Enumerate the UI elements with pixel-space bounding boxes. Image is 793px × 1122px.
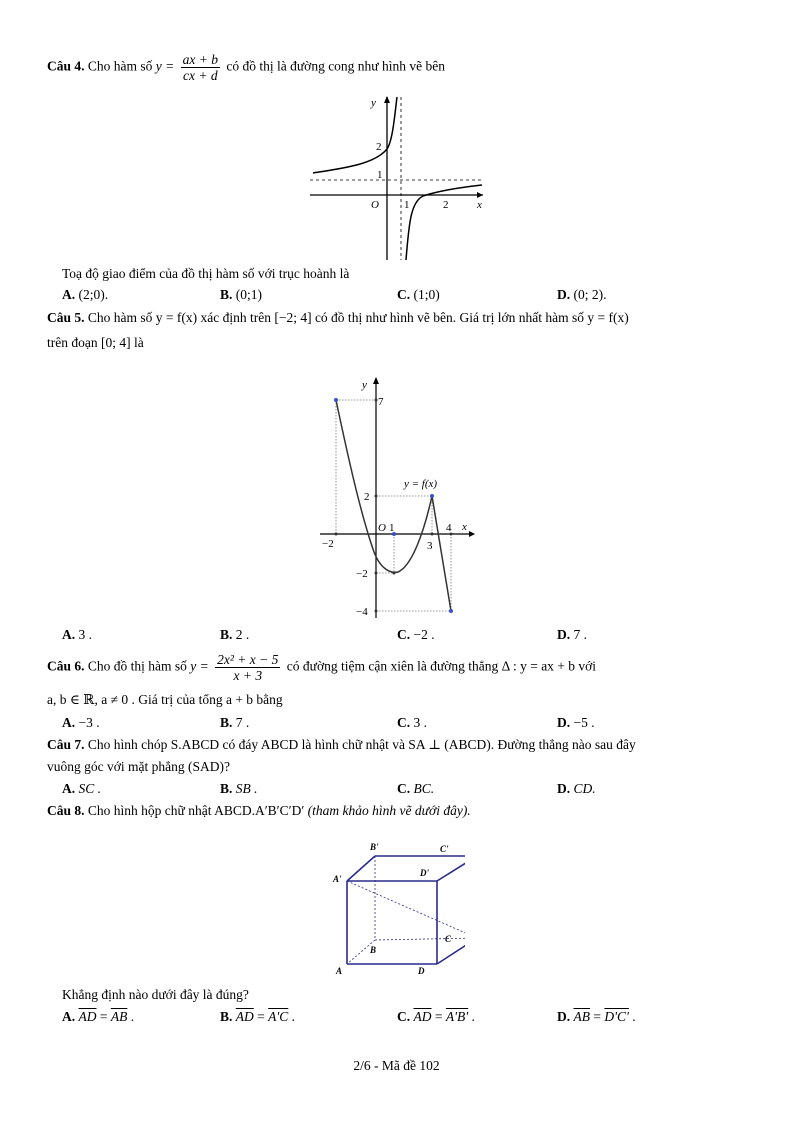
- q4-question: Toạ độ giao điểm của đồ thị hàm số với trục hoành là: [62, 266, 350, 281]
- q5-text2: trên đoạn [0; 4] là: [47, 335, 144, 350]
- q4-tick-y1: 1: [377, 169, 383, 181]
- q7-option-c[interactable]: C. BC.: [397, 781, 435, 796]
- q4-label: Câu 4.: [47, 58, 85, 74]
- cube-label-a: A: [336, 966, 343, 976]
- cube-label-d1: D': [420, 868, 429, 878]
- cube-label-c: C: [445, 934, 452, 944]
- q4-option-c[interactable]: C. (1;0): [397, 287, 440, 302]
- q4-option-b[interactable]: B. (0;1): [220, 287, 263, 302]
- q6-fraction: $\frac{\text{2x² + x − 5}}{x + 3}$: [217, 652, 279, 683]
- q5-label: Câu 5.: [47, 310, 85, 325]
- q4-x-label: x: [477, 199, 482, 211]
- q4-y: y =: [155, 58, 175, 74]
- q5-x-label: x: [462, 521, 467, 533]
- cube-label-a1: A': [333, 874, 342, 884]
- q8-cube: [330, 838, 465, 978]
- q5-tick-neg2x: −2: [322, 538, 334, 550]
- q5-text1: Cho hàm số y = f(x) xác định trên [−2; 4] có đồ thị như hình vẽ bên. Giá trị lớn nhất hàm số y = f(x): [87, 310, 629, 325]
- q8-note: (tham khảo hình vẽ dưới đây).: [307, 803, 471, 818]
- q5-tick-2: 2: [364, 491, 370, 503]
- q8-stem: [47, 803, 471, 819]
- cube-label-d: D: [418, 966, 425, 976]
- q6-text: Cho đồ thị hàm số: [87, 658, 187, 674]
- cube-label-b1: B': [370, 842, 379, 852]
- q5-option-a[interactable]: A. 3 .: [62, 627, 92, 642]
- q4-stem: [47, 52, 445, 83]
- q5-option-b[interactable]: B. 2 .: [220, 627, 250, 642]
- q8-question: Khẳng định nào dưới đây là đúng?: [62, 987, 249, 1002]
- q5-tick-neg2y: −2: [356, 568, 368, 580]
- q6-y: y =: [190, 658, 209, 674]
- q8-option-d[interactable]: D. $\overline{AB} = D'C'$ .: [557, 1009, 636, 1024]
- q6-option-d[interactable]: D. −5 .: [557, 715, 595, 730]
- cube-label-b: B: [370, 945, 377, 955]
- q7-text2: vuông góc với mặt phẳng (SAD)?: [47, 759, 230, 774]
- q6-label: Câu 6.: [47, 658, 85, 674]
- page-footer: 2/6 - Mã đề 102: [353, 1058, 440, 1073]
- q7-label: Câu 7.: [47, 737, 85, 752]
- q4-tick-x2: 2: [443, 199, 449, 211]
- q8-label: Câu 8.: [47, 803, 85, 818]
- cube-label-c1: C': [440, 844, 449, 854]
- q5-option-d[interactable]: D. 7 .: [557, 627, 587, 642]
- q4-option-d[interactable]: D. (0; 2).: [557, 287, 607, 302]
- q5-fx-label: y = f(x): [404, 478, 438, 490]
- q4-fraction: $\frac{ax + b}{cx + d}$: [182, 52, 218, 83]
- q5-origin: O: [378, 522, 386, 534]
- q4-text: Cho hàm số: [87, 58, 153, 74]
- q8-option-b[interactable]: B. $\overline{AD} = A'C$ .: [220, 1009, 296, 1024]
- q4-text-after: có đồ thị là đường cong như hình vẽ bên: [226, 58, 445, 74]
- q8-text: Cho hình hộp chữ nhật ABCD.A′B′C′D′: [87, 803, 305, 818]
- q7-stem: [47, 737, 636, 753]
- q6-text2: a, b ∈ ℝ, a ≠ 0 . Giá trị của tổng a + b bằng: [47, 692, 283, 707]
- q5-tick-7: 7: [378, 396, 384, 408]
- q5-tick-3: 3: [427, 540, 433, 552]
- q6-text-after: có đường tiệm cận xiên là đường thẳng Δ : y = ax + b với: [286, 658, 597, 674]
- q7-option-a[interactable]: A. SC .: [62, 781, 102, 796]
- q5-option-c[interactable]: C. −2 .: [397, 627, 435, 642]
- q4-origin: O: [371, 199, 379, 211]
- q4-option-a[interactable]: A. (2;0).: [62, 287, 109, 302]
- q7-text1: Cho hình chóp S.ABCD có đáy ABCD là hình chữ nhật và SA ⊥ (ABCD). Đường thẳng nào sau đây: [87, 737, 636, 752]
- q5-tick-neg4: −4: [356, 606, 368, 618]
- q8-option-c[interactable]: C. $\overline{AD} = A'B'$ .: [397, 1009, 475, 1024]
- q6-option-c[interactable]: C. 3 .: [397, 715, 427, 730]
- q6-stem: [47, 652, 596, 683]
- q7-option-d[interactable]: D. CD.: [557, 781, 596, 796]
- q4-y-label: y: [371, 97, 376, 109]
- q4-tick-x1: 1: [404, 199, 410, 211]
- q5-y-label: y: [362, 379, 367, 391]
- q5-tick-1: 1: [389, 522, 395, 534]
- q5-stem: [47, 310, 629, 326]
- q6-option-b[interactable]: B. 7 .: [220, 715, 250, 730]
- q7-option-b[interactable]: B. SB .: [220, 781, 258, 796]
- q5-tick-4: 4: [446, 522, 452, 534]
- q4-graph: [305, 92, 490, 264]
- q5-graph: [312, 372, 480, 620]
- q6-option-a[interactable]: A. −3 .: [62, 715, 100, 730]
- q4-tick-y2: 2: [376, 141, 382, 153]
- q8-option-a[interactable]: A. $\overline{AD} = \overline{AB}$ .: [62, 1009, 135, 1024]
